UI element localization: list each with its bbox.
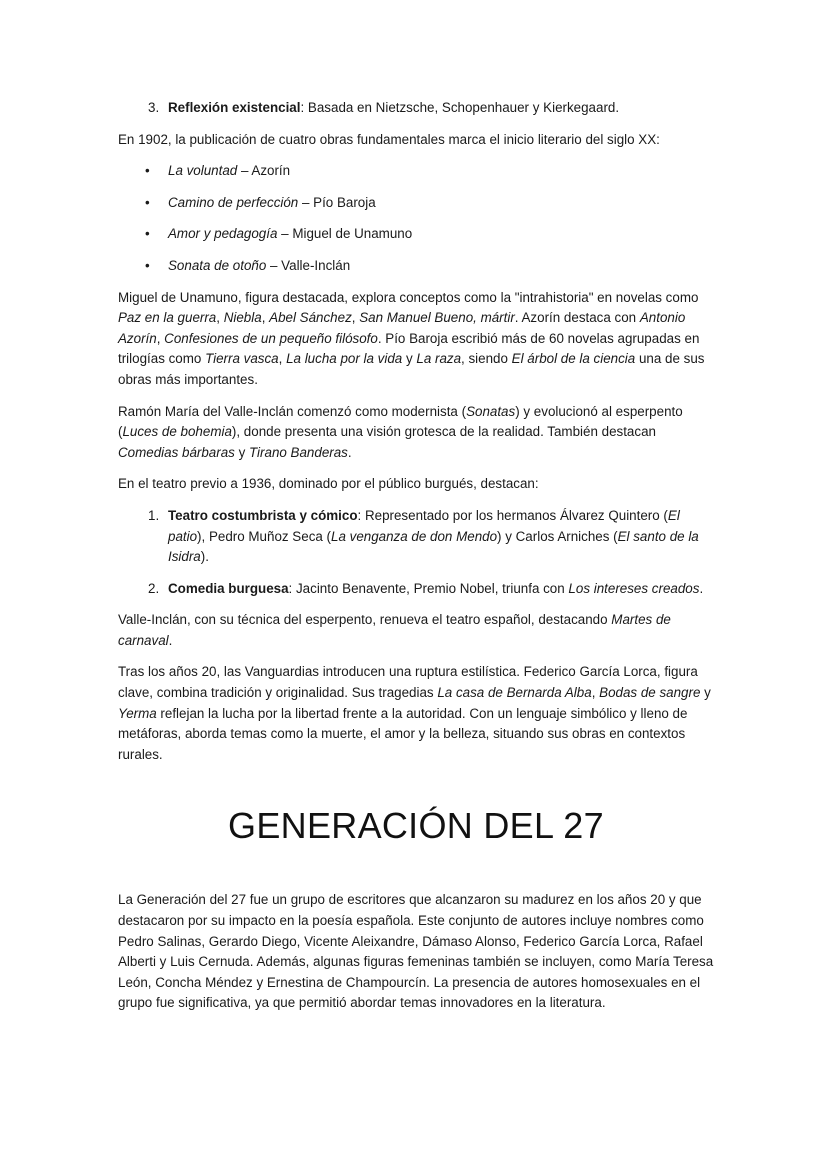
- bullet-icon: •: [145, 257, 150, 273]
- paragraph-lorca: Tras los años 20, las Vanguardias introducen una ruptura estilística. Federico García Lorca, figura clave, combina tradición y originalidad. Sus tragedias La casa de Bernarda Alba, Bodas de sangre y Yerma reflejan la lucha por la libertad frente a la autoridad. Con un lenguaje simbólico y lleno de metáforas, aborda temas como la muerte, el amor y la belleza, situando sus obras en contextos rurales.: [118, 664, 711, 762]
- paragraph-valle-esperpento: Valle-Inclán, con su técnica del esperpento, renueva el teatro español, destacando Martes de carnaval.: [118, 612, 671, 648]
- paragraph-unamuno: Miguel de Unamuno, figura destacada, explora conceptos como la "intrahistoria" en novelas como Paz en la guerra, Niebla, Abel Sánchez, San Manuel Bueno, mártir. Azorín destaca con Antonio Azorín, Confesiones de un pequeño filósofo. Pío Baroja escribió más de 60 novelas agrupadas en trilogías como Tierra vasca, La lucha por la vida y La raza, siendo El árbol de la ciencia una de sus obras más importantes.: [118, 289, 705, 387]
- list-term: Teatro costumbrista y cómico: [168, 507, 358, 523]
- paragraph-1902: En 1902, la publicación de cuatro obras fundamentales marca el inicio literario del siglo XX:: [118, 131, 660, 147]
- list-item-reflexion: 3. Reflexión existencial: Basada en Nietzsche, Schopenhauer y Kierkegaard.: [118, 98, 714, 119]
- list-number: 2.: [148, 580, 160, 596]
- list-number: 1.: [148, 507, 160, 523]
- list-term: Comedia burguesa: [168, 580, 289, 596]
- bullet-icon: •: [145, 194, 150, 210]
- page-content: [118, 98, 714, 1025]
- list-number: 3.: [148, 100, 160, 115]
- bullet-icon: •: [145, 163, 150, 179]
- list-term: Reflexión existencial: [168, 100, 301, 115]
- paragraph-teatro: En el teatro previo a 1936, dominado por el público burgués, destacan:: [118, 476, 539, 492]
- bullet-icon: •: [145, 226, 150, 242]
- section-heading: GENERACIÓN DEL 27: [228, 805, 604, 847]
- list-item-teatro-costumbrista: 1. Teatro costumbrista y cómico: Representado por los hermanos Álvarez Quintero (El patio), Pedro Muñoz Seca (La venganza de don Mendo) y Carlos Arniches (El santo de la Isidra).: [148, 507, 699, 565]
- list-item-comedia-burguesa: 2. Comedia burguesa: Jacinto Benavente, Premio Nobel, triunfa con Los intereses creados.: [118, 579, 714, 600]
- paragraph-generacion-27: La Generación del 27 fue un grupo de escritores que alcanzaron su madurez en los años 20 y que destacaron por su impacto en la poesía española. Este conjunto de autores incluye nombres como Pedro Salinas, Gerardo Diego, Vicente Aleixandre, Dámaso Alonso, Federico García Lorca, Rafael Alberti y Luis Cernuda. Además, algunas figuras femeninas también se incluyen, como María Teresa León, Concha Méndez y Ernestina de Champourcín. La presencia de autores homosexuales en el grupo fue significativa, ya que permitió abordar temas innovadores en la literatura.: [118, 892, 714, 1011]
- paragraph-valle-inclan: Ramón María del Valle-Inclán comenzó como modernista (Sonatas) y evolucionó al esperpento (Luces de bohemia), donde presenta una visión grotesca de la realidad. También destacan Comedias bárbaras y Tirano Banderas.: [118, 403, 683, 460]
- list-item-work: • Sonata de otoño – Valle-Inclán: [118, 256, 714, 277]
- list-item-work: • La voluntad – Azorín: [118, 161, 714, 182]
- list-item-work: • Amor y pedagogía – Miguel de Unamuno: [118, 224, 714, 245]
- list-item-work: • Camino de perfección – Pío Baroja: [118, 193, 714, 214]
